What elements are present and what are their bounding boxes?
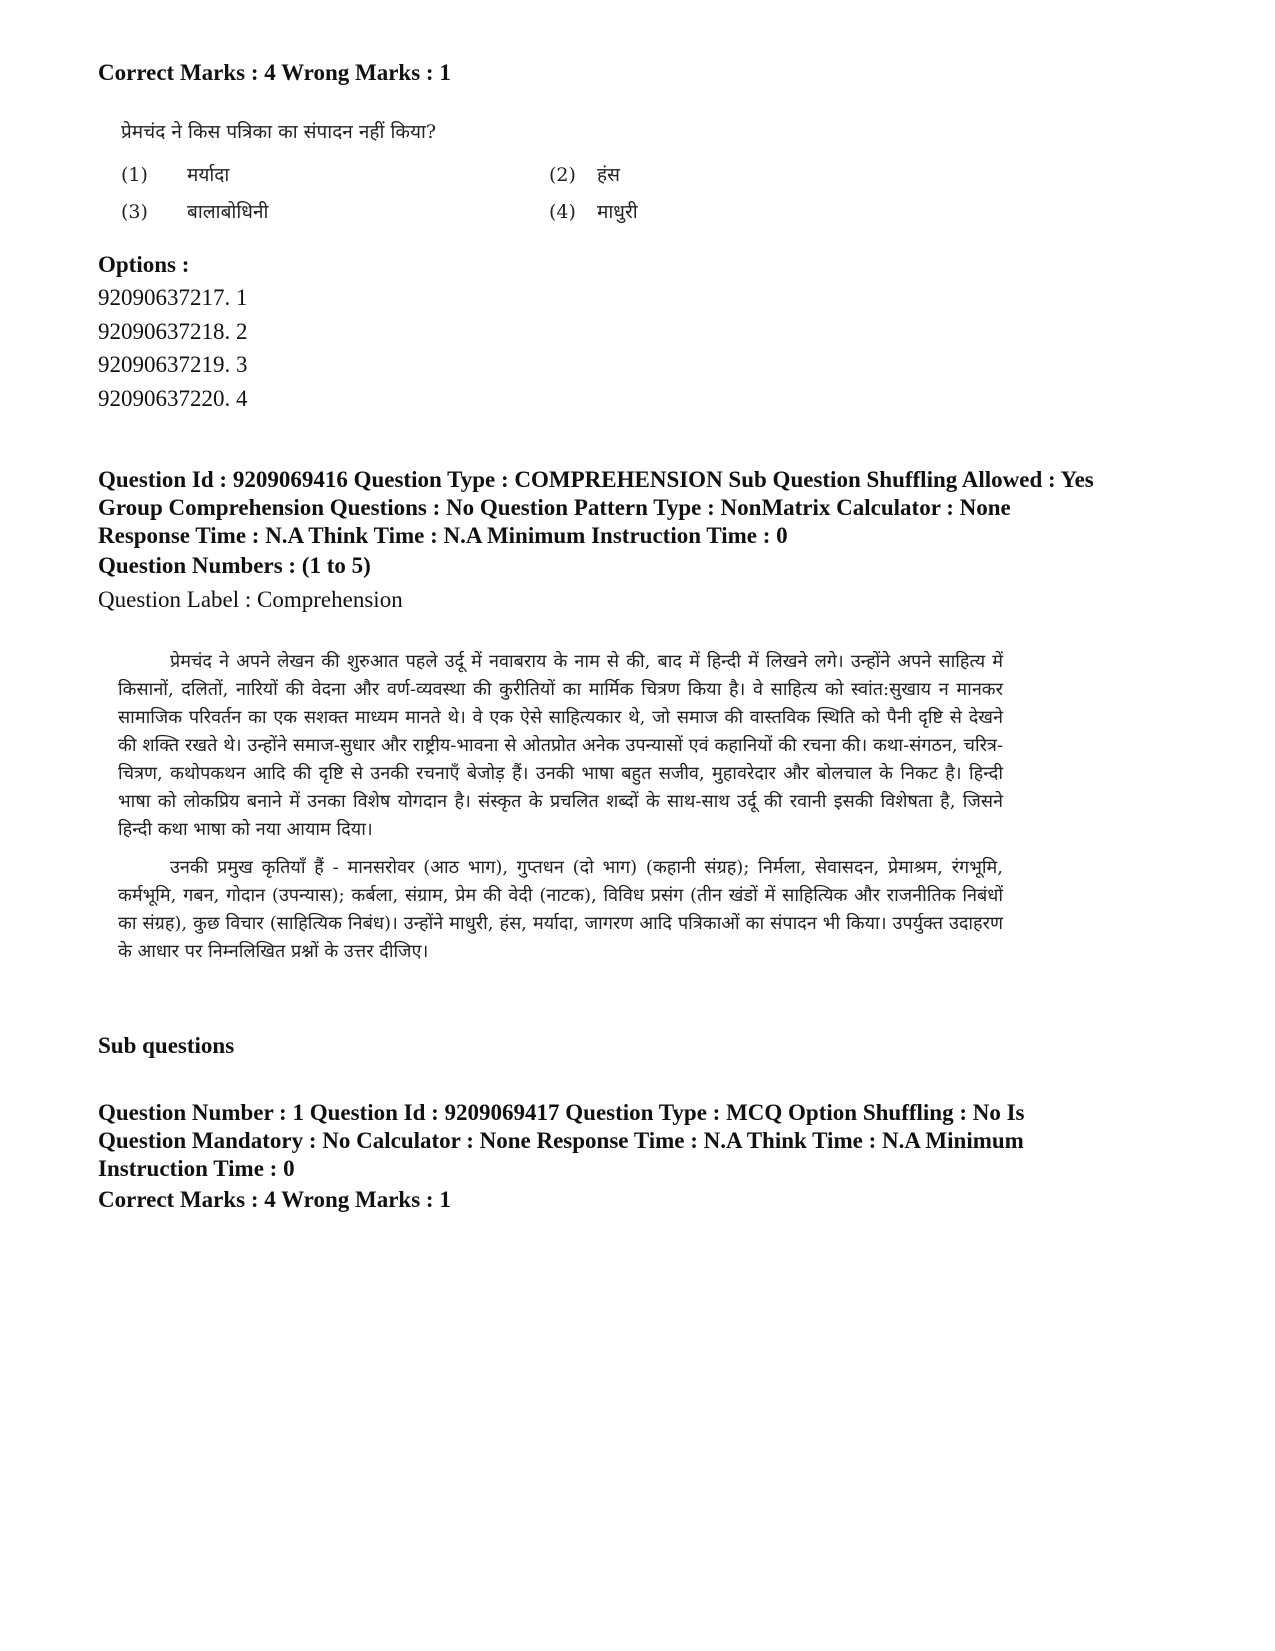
option-item: 92090637220. 4: [98, 385, 248, 411]
meta-line: Instruction Time : 0: [98, 1156, 295, 1181]
options-label: Options :: [98, 252, 190, 277]
choice-text: बालाबोधिनी: [187, 201, 269, 223]
choice-number: (2): [549, 164, 576, 186]
choice-number: (3): [121, 201, 148, 223]
choice-3: [121, 198, 268, 224]
choice-4: [549, 198, 638, 224]
choice-text: हंस: [597, 164, 620, 186]
question-numbers: Question Numbers : (1 to 5): [98, 553, 371, 578]
choice-text: मर्यादा: [187, 164, 230, 186]
choice-number: (4): [549, 201, 576, 223]
sub-question-meta: [98, 1099, 1218, 1183]
marks-line: Correct Marks : 4 Wrong Marks : 1: [98, 1187, 451, 1212]
question-text: प्रेमचंद ने किस पत्रिका का संपादन नहीं किया?: [121, 121, 437, 143]
options-list: [98, 281, 248, 415]
meta-line: Question Mandatory : No Calculator : None Response Time : N.A Think Time : N.A Minimum: [98, 1128, 1024, 1153]
meta-line: Group Comprehension Questions : No Question Pattern Type : NonMatrix Calculator : None: [98, 495, 1011, 520]
passage-paragraph: प्रेमचंद ने अपने लेखन की शुरुआत पहले उर्दू में नवाबराय के नाम से की, बाद में हिन्दी में लिखने लगे। उन्होंने अपने साहित्य में किसानों, दलितों, नारियों की वेदना और वर्ण-व्यवस्था की कुरीतियों का मार्मिक चित्रण किया है। वे साहित्य को स्वांत:सुखाय न मानकर सामाजिक परिवर्तन का एक सशक्त माध्यम मानते थे। वे एक ऐसे साहित्यकार थे, जो समाज की वास्तविक स्थिति को पैनी दृष्टि से देखने की शक्ति रखते थे। उन्होंने समाज-सुधार और राष्ट्रीय-भावना से ओतप्रोत अनेक उपन्यासों एवं कहानियों की रचना की। कथा-संगठन, चरित्र-चित्रण, कथोपकथन आदि की दृष्टि से उनकी रचनाएँ बेजोड़ हैं। उनकी भाषा बहुत सजीव, मुहावरेदार और बोलचाल के निकट है। हिन्दी भाषा को लोकप्रिय बनाने में उनका विशेष योगदान है। संस्कृत के प्रचलित शब्दों के साथ-साथ उर्दू की रवानी इसकी विशेषता है, जिसने हिन्दी कथा भाषा को नया आयाम दिया।: [118, 651, 1003, 840]
comprehension-meta: [98, 466, 1258, 550]
marks-line: Correct Marks : 4 Wrong Marks : 1: [98, 60, 451, 85]
meta-line: Question Id : 9209069416 Question Type : COMPREHENSION Sub Question Shuffling Allowed : Yes: [98, 467, 1094, 492]
sub-questions-heading: Sub questions: [98, 1033, 235, 1058]
choice-2: [549, 161, 620, 187]
option-item: 92090637217. 1: [98, 285, 248, 310]
question-label: Question Label : Comprehension: [98, 587, 403, 612]
choice-1: [121, 161, 229, 187]
comprehension-passage: [118, 648, 1003, 976]
meta-line: Question Number : 1 Question Id : 9209069417 Question Type : MCQ Option Shuffling : No Is: [98, 1100, 1025, 1125]
meta-line: Response Time : N.A Think Time : N.A Minimum Instruction Time : 0: [98, 523, 788, 548]
option-item: 92090637218. 2: [98, 318, 248, 344]
passage-paragraph: उनकी प्रमुख कृतियाँ हैं - मानसरोवर (आठ भाग), गुप्तधन (दो भाग) (कहानी संग्रह); निर्मला, सेवासदन, प्रेमाश्रम, रंगभूमि, कर्मभूमि, गबन, गोदान (उपन्यास); कर्बला, संग्राम, प्रेम की वेदी (नाटक), विविध प्रसंग (तीन खंडों में साहित्यिक और राजनीतिक निबंधों का संग्रह), कुछ विचार (साहित्यिक निबंध)। उन्होंने माधुरी, हंस, मर्यादा, जागरण आदि पत्रिकाओं का संपादन भी किया। उपर्युक्त उदाहरण के आधार पर निम्नलिखित प्रश्नों के उत्तर दीजिए।: [118, 857, 1003, 962]
choice-text: माधुरी: [597, 201, 638, 223]
choice-number: (1): [121, 164, 148, 186]
option-item: 92090637219. 3: [98, 352, 248, 377]
